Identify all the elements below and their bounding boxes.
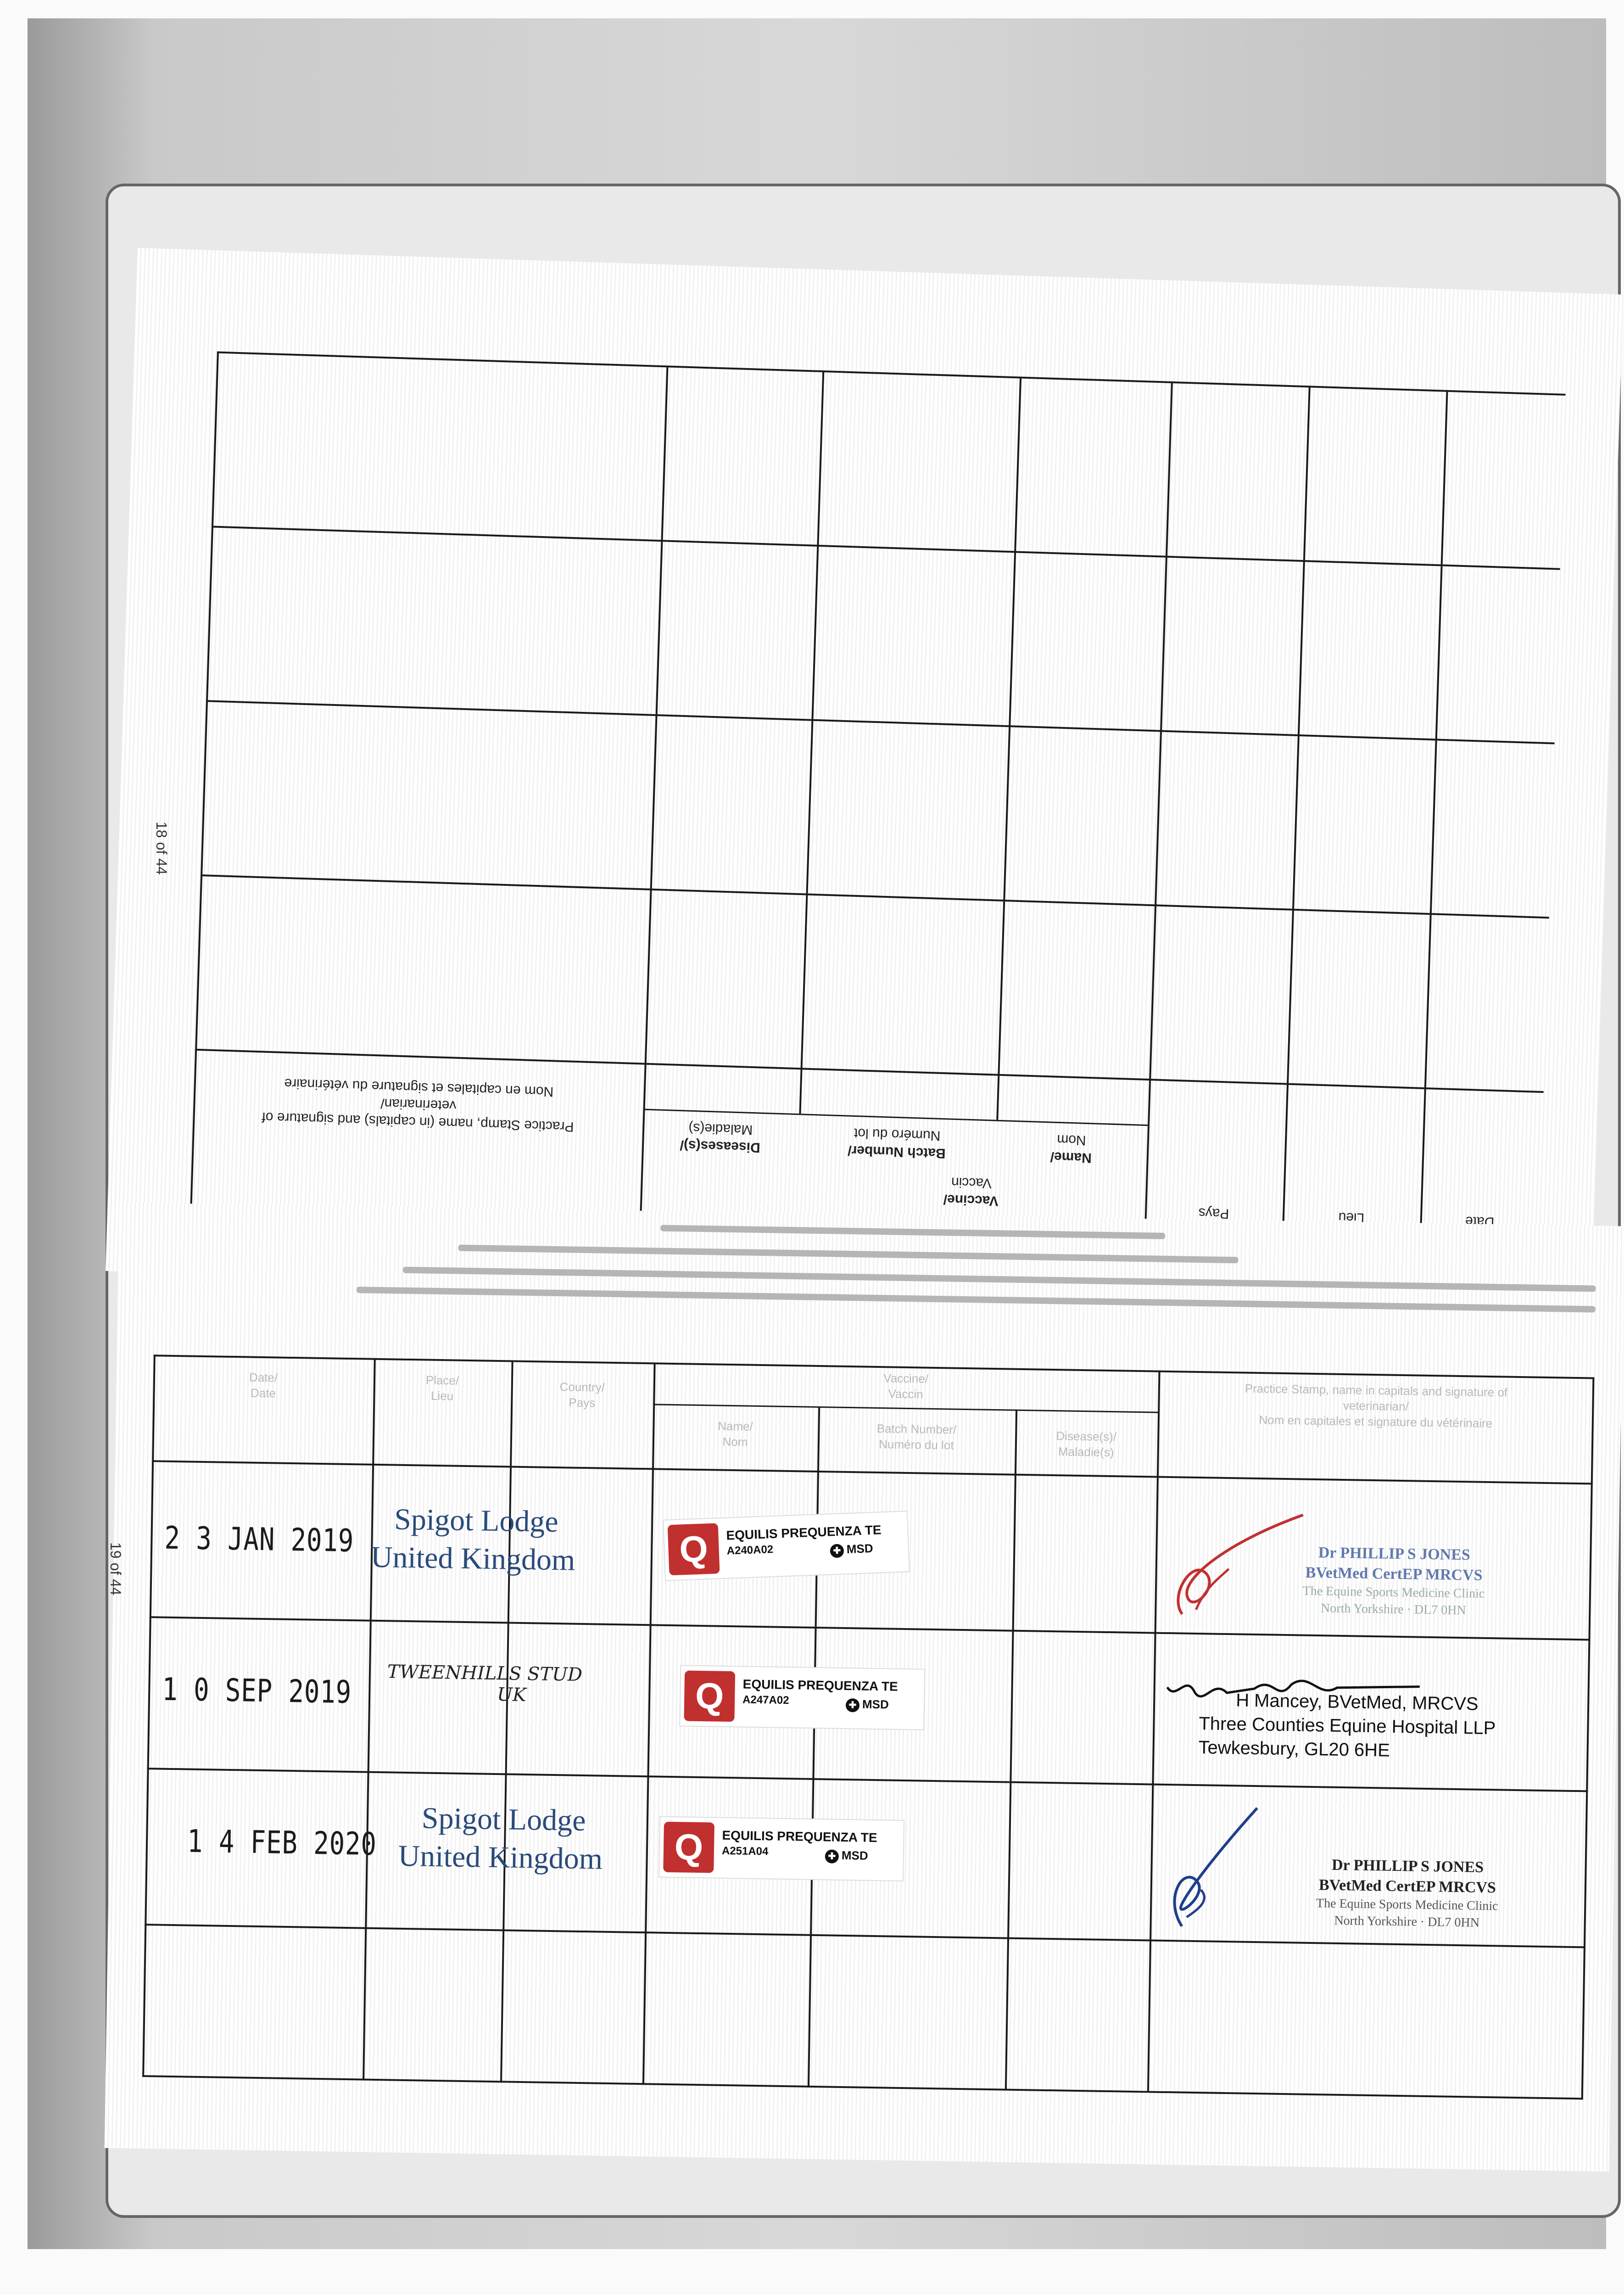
grid-line xyxy=(150,1616,1591,1640)
header-diseases: Disease(s)/ Maladie(s) xyxy=(1056,1429,1117,1459)
faded-instruction xyxy=(357,1287,1596,1312)
q-logo-icon: Q xyxy=(663,1822,714,1873)
grid-line xyxy=(500,1360,513,2082)
header-country: Country/ Pays xyxy=(559,1380,605,1410)
vet-practice-stamp: Dr PHILLIP S JONES BVetMed CertEP MRCVS The Equine Sports Medicine Clinic North Yorkshire · DL7 0HN xyxy=(1302,1544,1485,1618)
msd-logo-icon: ✚ MSD xyxy=(830,1541,873,1558)
faded-instruction xyxy=(403,1267,1596,1292)
grid-line xyxy=(642,1362,656,2085)
entry-date: 2 3 JAN 2019 xyxy=(164,1520,354,1560)
grid-line xyxy=(799,370,824,1114)
q-logo-icon: Q xyxy=(668,1523,720,1575)
msd-logo-icon: ✚ MSD xyxy=(825,1848,868,1864)
grid-line xyxy=(147,1768,1588,1792)
header-practice-stamp: Practice Stamp, name (in capitals) and signature of veterinarian/ Nom en capitales et signature du vétérinaire xyxy=(261,1075,575,1135)
grid-line xyxy=(142,1355,156,2077)
page-18 xyxy=(106,248,1623,1318)
grid-line xyxy=(639,365,669,1237)
grid-line xyxy=(1419,390,1448,1262)
page-number-18: 18 of 44 xyxy=(153,822,170,875)
grid-line xyxy=(1281,386,1311,1257)
vaccine-sticker: Q EQUILIS PREQUENZA TE A251A04 ✚ MSD xyxy=(659,1817,904,1881)
grid-line xyxy=(996,377,1021,1120)
grid-line xyxy=(1144,381,1173,1253)
grid-line xyxy=(152,1460,1593,1484)
grid-line xyxy=(142,2075,1583,2099)
header-vaccine: Vaccine/ Vaccin xyxy=(883,1371,929,1401)
header-vaccine: Vaccine/ Vaccin xyxy=(943,1175,999,1209)
place-handwritten: TWEENHILLS STUD UK xyxy=(387,1661,583,1706)
header-batch-number: Batch Number/ Numéro du lot xyxy=(876,1421,957,1452)
entry-date: 1 4 FEB 2020 xyxy=(187,1823,377,1863)
place-stamp: Spigot Lodge United Kingdom xyxy=(398,1801,603,1876)
grid-line xyxy=(808,1406,820,2088)
faded-instruction xyxy=(660,1225,1165,1239)
grid-line xyxy=(201,874,1549,918)
header-date: Date/ Date xyxy=(249,1370,278,1400)
grid-line xyxy=(363,1358,376,2081)
grid-line xyxy=(212,526,1560,570)
msd-logo-icon: ✚ MSD xyxy=(846,1697,889,1713)
vaccine-sticker: Q EQUILIS PREQUENZA TE A240A02 ✚ MSD xyxy=(664,1511,909,1580)
header-place: Lieu xyxy=(1338,1209,1365,1226)
header-diseases: Diseases(s)/ Maladie(s) xyxy=(680,1120,761,1155)
q-logo-icon: Q xyxy=(684,1670,735,1722)
header-batch-number: Batch Number/ Numéro du lot xyxy=(847,1125,946,1161)
faded-instruction xyxy=(458,1245,1238,1264)
grid-line xyxy=(1147,1371,1161,2093)
entry-date: 1 0 SEP 2019 xyxy=(162,1671,352,1711)
grid-line xyxy=(1005,1410,1017,2091)
vet-practice-stamp: Dr PHILLIP S JONES BVetMed CertEP MRCVS The Equine Sports Medicine Clinic North Yorkshire · DL7 0HN xyxy=(1316,1856,1498,1930)
grid-line xyxy=(206,700,1555,744)
grid-line xyxy=(653,1404,1158,1413)
vaccine-sticker: Q EQUILIS PREQUENZA TE A247A02 ✚ MSD xyxy=(680,1666,924,1729)
grid-line xyxy=(1581,1377,1595,2099)
header-name: Name/ Nom xyxy=(1050,1132,1092,1166)
page-number-19: 19 of 44 xyxy=(107,1542,124,1595)
header-name: Name/ Nom xyxy=(717,1419,753,1449)
header-date: Date xyxy=(1465,1214,1495,1230)
header-practice-stamp: Practice Stamp, name in capitals and signature of veterinarian/ Nom en capitales et signature du vétérinaire xyxy=(1245,1381,1508,1430)
grid-line xyxy=(217,352,1566,396)
header-place: Place/ Lieu xyxy=(425,1373,459,1403)
page-19 xyxy=(105,1203,1624,2172)
header-country: Pays xyxy=(1198,1205,1229,1222)
vet-details: H Mancey, BVetMed, MRCVS Three Counties Equine Hospital LLP Tewkesbury, GL20 6HE xyxy=(1198,1690,1496,1761)
place-stamp: Spigot Lodge United Kingdom xyxy=(370,1502,575,1577)
